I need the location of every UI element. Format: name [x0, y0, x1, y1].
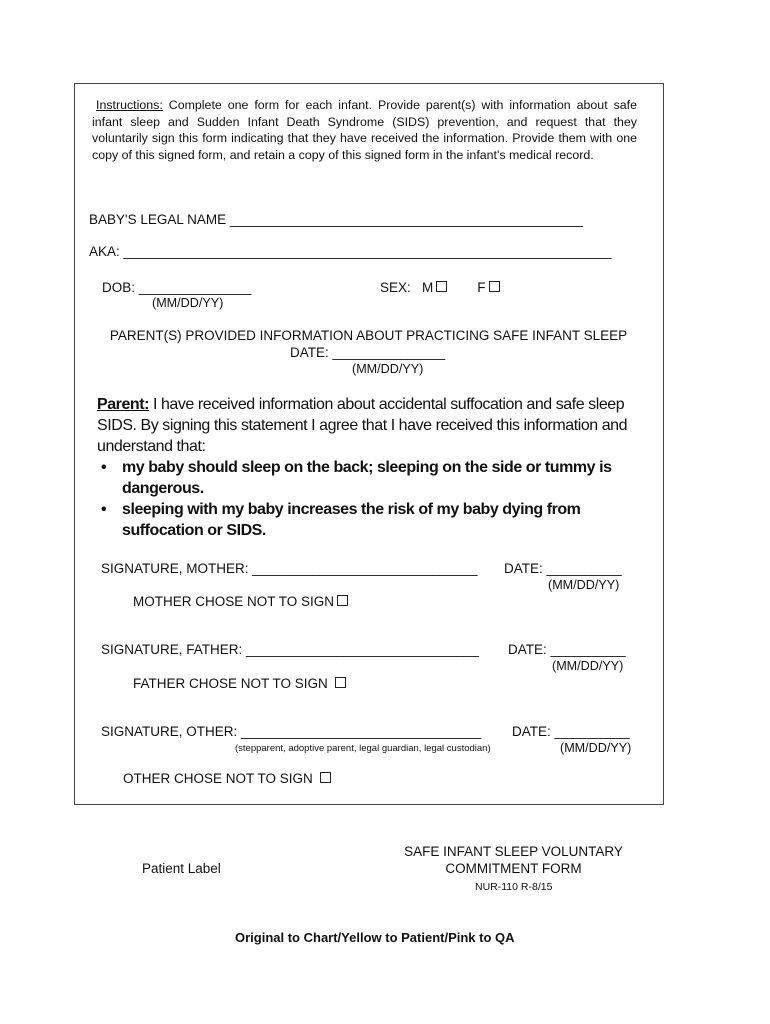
father-signature-label: SIGNATURE, FATHER: — [101, 642, 243, 657]
parent-bullets — [97, 457, 637, 541]
sex-f-label: F — [477, 280, 486, 295]
instructions-text: Complete one form for each infant. Provide parent(s) with information about safe infant sleep and Sudden Infant Death Syndrome (SIDS) prevention, and request that they voluntarily sign this form indicating that they have received the information. Provide them with one copy of this signed form, and retain a copy of this signed form in the infant's medical record. — [92, 98, 637, 162]
provided-date-row — [290, 345, 445, 360]
form-title-line-2: COMMITMENT FORM — [445, 861, 582, 876]
father-date-label: DATE: — [508, 642, 547, 657]
other-date-label: DATE: — [512, 724, 551, 739]
parent-statement — [97, 394, 637, 541]
sex-m-checkbox[interactable] — [436, 281, 447, 292]
mother-signature-row — [101, 561, 478, 576]
father-chose-not-checkbox[interactable] — [335, 677, 346, 688]
sex-m-label: M — [422, 280, 434, 295]
baby-legal-name-field[interactable]: _______________________________________________ — [229, 212, 583, 227]
other-chose-not-row — [123, 771, 331, 786]
bullet-item: • sleeping with my baby increases the risk of my baby dying from suffocation or SIDS. — [97, 499, 637, 541]
dob-field[interactable]: _______________ — [138, 280, 252, 295]
sex-f-checkbox[interactable] — [489, 281, 500, 292]
dob-label: DOB: — [102, 280, 136, 295]
other-signature-field[interactable]: ________________________________ — [241, 724, 482, 739]
father-date-field[interactable]: __________ — [550, 642, 626, 657]
father-date-row — [508, 642, 626, 657]
sex-row — [380, 280, 500, 295]
mother-chose-not-row — [133, 594, 348, 609]
parent-statement-text — [97, 394, 637, 457]
other-signature-label: SIGNATURE, OTHER: — [101, 724, 238, 739]
instructions-label: Instructions: — [96, 98, 163, 112]
mother-chose-not-checkbox[interactable] — [337, 595, 348, 606]
mother-chose-not-label: MOTHER CHOSE NOT TO SIGN — [133, 594, 335, 609]
provided-date-format: (MM/DD/YY) — [352, 362, 424, 376]
instructions — [92, 97, 637, 163]
father-date-format: (MM/DD/YY) — [552, 659, 624, 673]
provided-heading: PARENT(S) PROVIDED INFORMATION ABOUT PRACTICING SAFE INFANT SLEEP — [109, 328, 628, 343]
father-chose-not-label: FATHER CHOSE NOT TO SIGN — [133, 676, 328, 691]
other-chose-not-label: OTHER CHOSE NOT TO SIGN — [123, 771, 313, 786]
mother-signature-field[interactable]: ______________________________ — [252, 561, 478, 576]
mother-date-field[interactable]: __________ — [546, 561, 622, 576]
aka-field[interactable]: _________________________________________________________________ — [123, 244, 612, 259]
form-code: NUR-110 R-8/15 — [475, 881, 553, 893]
other-date-row — [512, 724, 630, 739]
other-date-field[interactable]: __________ — [554, 724, 630, 739]
mother-signature-label: SIGNATURE, MOTHER: — [101, 561, 249, 576]
father-signature-row — [101, 642, 479, 657]
provided-date-field[interactable]: _______________ — [332, 345, 446, 360]
aka-label: AKA: — [89, 244, 120, 259]
mother-date-row — [504, 561, 622, 576]
distribution-note: Original to Chart/Yellow to Patient/Pink to QA — [235, 930, 515, 945]
form-title-line-1: SAFE INFANT SLEEP VOLUNTARY — [404, 844, 623, 859]
bullet-item: • my baby should sleep on the back; sleeping on the side or tummy is dangerous. — [97, 457, 637, 499]
other-date-format: (MM/DD/YY) — [560, 741, 632, 755]
provided-date-label: DATE: — [290, 345, 329, 360]
patient-label: Patient Label — [142, 861, 221, 876]
dob-row — [102, 280, 251, 295]
baby-legal-name-label: BABY'S LEGAL NAME — [89, 212, 227, 227]
other-chose-not-checkbox[interactable] — [320, 772, 331, 783]
father-chose-not-row — [133, 676, 346, 691]
sex-label: SEX: — [380, 280, 411, 295]
mother-date-format: (MM/DD/YY) — [548, 578, 620, 592]
father-signature-field[interactable]: _______________________________ — [246, 642, 479, 657]
other-relationship-note: (stepparent, adoptive parent, legal guardian, legal custodian) — [235, 743, 491, 754]
other-signature-row — [101, 724, 481, 739]
parent-statement-body: I have received information about accidental suffocation and safe sleep SIDS. By signing this statement I agree that I have received this information and understand that: — [97, 396, 628, 455]
baby-legal-name-row — [89, 212, 583, 227]
aka-row — [89, 244, 612, 259]
parent-label: Parent: — [97, 396, 149, 413]
dob-format: (MM/DD/YY) — [152, 296, 224, 310]
mother-date-label: DATE: — [504, 561, 543, 576]
